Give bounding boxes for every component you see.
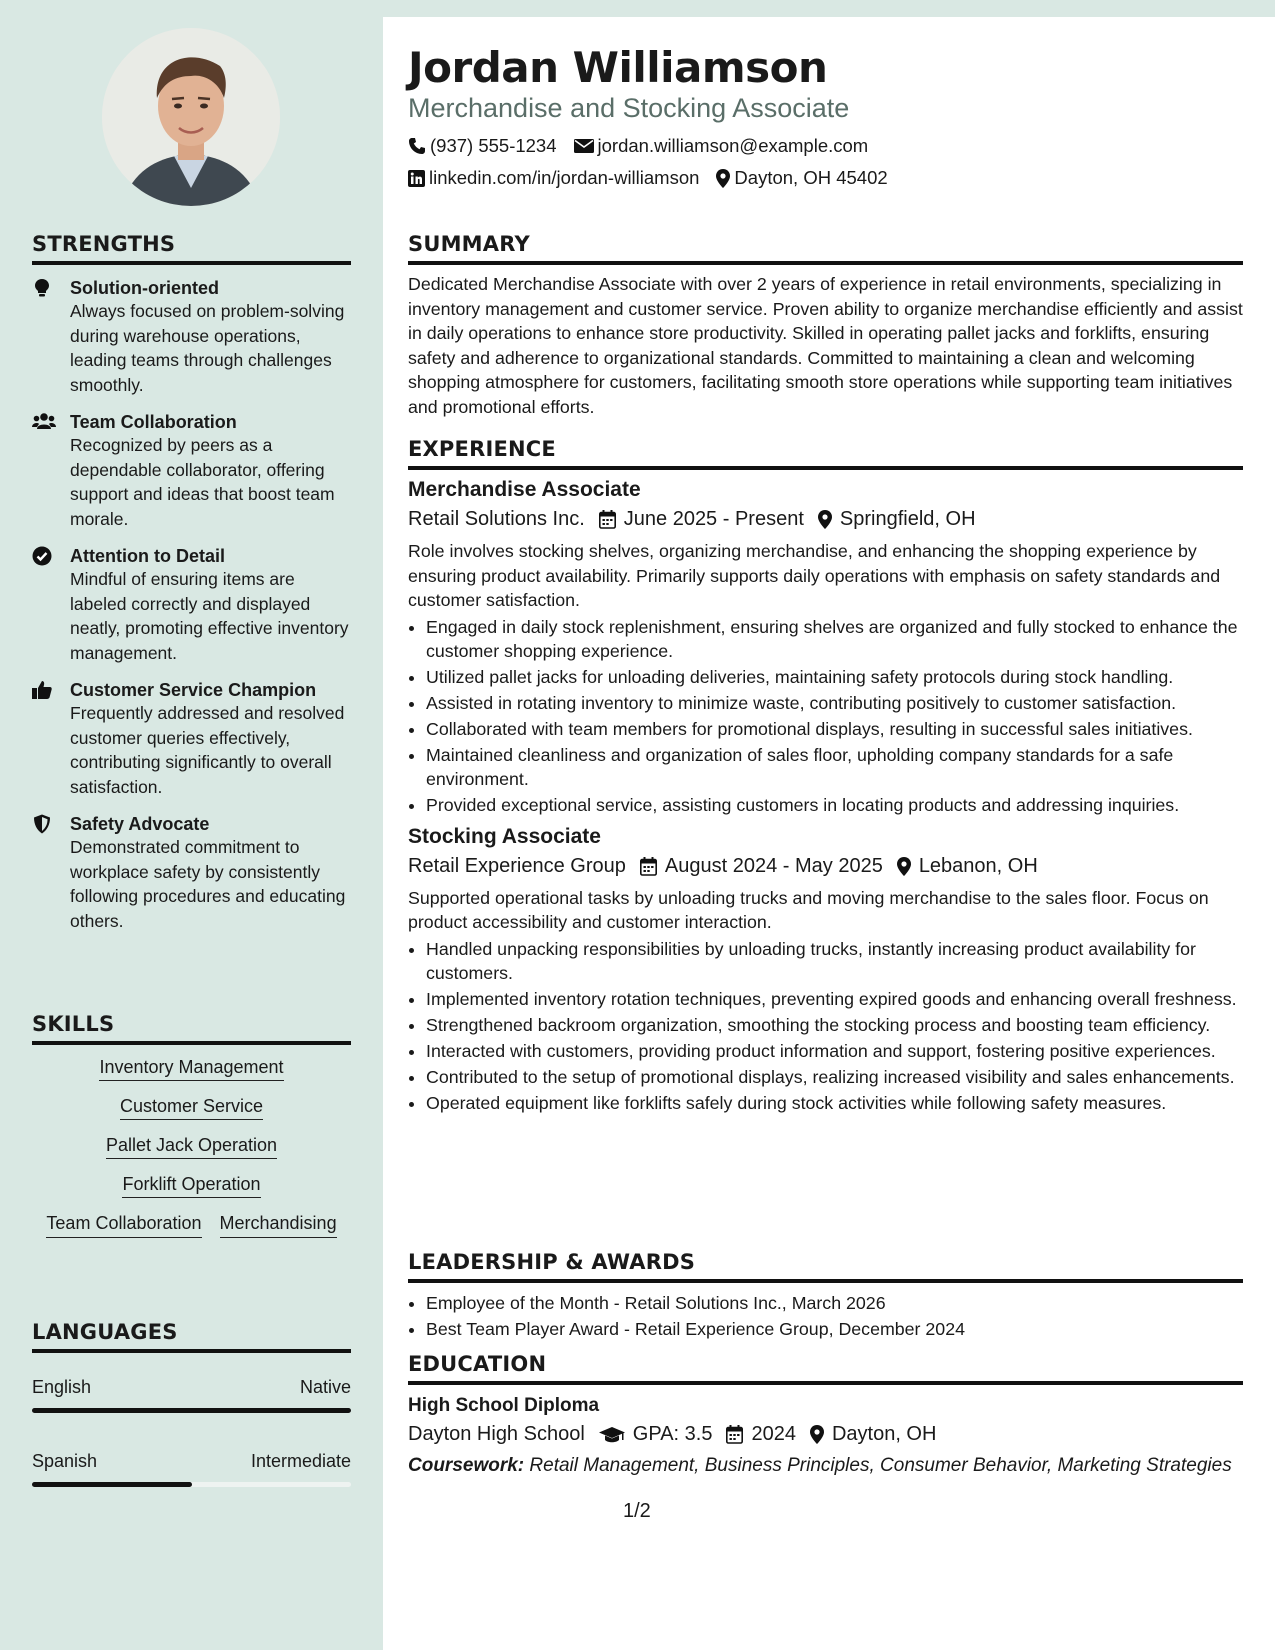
education-heading: EDUCATION — [408, 1352, 1243, 1385]
contact-row — [408, 135, 885, 157]
strength-title: Safety Advocate — [70, 814, 210, 834]
strength-description: Recognized by peers as a dependable collaborator, offering support and ideas that boost team morale. — [70, 435, 335, 529]
strength-item — [32, 545, 351, 665]
location-contact — [716, 167, 887, 189]
skills-list — [32, 1057, 351, 1256]
strength-title: Solution-oriented — [70, 278, 219, 298]
languages-section — [32, 1320, 351, 1487]
email-text[interactable]: jordan.williamson@example.com — [597, 135, 869, 156]
education-meta — [408, 1423, 1243, 1446]
experience-heading: EXPERIENCE — [408, 437, 1243, 470]
school-name: Dayton High School — [408, 1423, 585, 1445]
language-item — [32, 1451, 351, 1487]
list-item: • Interacted with customers, providing product information and support, fostering positive experiences. — [426, 1039, 1243, 1063]
skill-tag: Forklift Operation — [122, 1174, 260, 1198]
experience-section — [408, 437, 1243, 1117]
list-item: • Collaborated with team members for promotional displays, resulting in successful sales initiatives. — [426, 717, 1243, 741]
list-item: • Operated equipment like forklifts safely during stock activities while following safety measures. — [426, 1091, 1243, 1115]
summary-text: Dedicated Merchandise Associate with over 2 years of experience in retail environments, specializing in inventory management and customer service. Proven ability to organize merchandise efficiently and assist in daily operations to enhance store productivity. Skilled in operating pallet jacks and forklifts, ensuring safety and adherence to organizational standards. Committed to maintaining a clean and welcoming shopping atmosphere for customers, facilitating smooth store operations while supporting team initiatives and promotional efforts. — [408, 274, 1243, 417]
candidate-title: Merchandise and Stocking Associate — [408, 93, 850, 123]
awards-section — [408, 1250, 1243, 1343]
linkedin-contact[interactable] — [408, 167, 699, 189]
job-dates: August 2024 - May 2025 — [664, 854, 883, 877]
list-item: • Strengthened backroom organization, smoothing the stocking process and boosting team efficiency. — [426, 1013, 1243, 1037]
page-number: 1/2 — [623, 1500, 651, 1522]
linkedin-icon — [408, 170, 425, 187]
job-bullets — [408, 937, 1243, 1115]
check-circle-icon — [32, 546, 54, 566]
email-contact[interactable] — [574, 135, 869, 157]
list-item: • Contributed to the setup of promotional displays, realizing increased visibility and sales enhancements. — [426, 1065, 1243, 1089]
map-pin-icon — [810, 1425, 824, 1444]
contact-row — [408, 167, 905, 189]
skills-heading: SKILLS — [32, 1012, 351, 1045]
shield-icon — [32, 814, 54, 834]
main-content — [383, 17, 1275, 1650]
linkedin-text[interactable]: linkedin.com/in/jordan-williamson — [429, 167, 700, 188]
candidate-name: Jordan Williamson — [408, 43, 828, 92]
awards-list — [408, 1291, 1243, 1341]
strengths-heading: STRENGTHS — [32, 232, 351, 265]
language-proficiency-fill — [32, 1408, 351, 1413]
strength-item — [32, 813, 351, 933]
job-company: Retail Experience Group — [408, 854, 626, 877]
job-meta — [408, 508, 1243, 531]
strength-description: Always focused on problem-solving during warehouse operations, leading teams through challenges smoothly. — [70, 301, 345, 395]
strength-title: Attention to Detail — [70, 546, 225, 566]
job-entry — [408, 825, 1243, 1115]
skills-section — [32, 1012, 351, 1256]
language-proficiency-bar — [32, 1482, 351, 1487]
graduation-year: 2024 — [751, 1423, 796, 1445]
job-location: Springfield, OH — [839, 508, 976, 530]
strength-description: Demonstrated commitment to workplace safety by consistently following procedures and educating others. — [70, 837, 346, 931]
coursework-label: Coursework: — [408, 1455, 525, 1476]
language-proficiency-fill — [32, 1482, 192, 1487]
calendar-icon — [640, 857, 657, 876]
skill-tag: Pallet Jack Operation — [106, 1135, 277, 1159]
job-title: Stocking Associate — [408, 824, 601, 848]
job-title: Merchandise Associate — [408, 478, 641, 501]
strength-item — [32, 411, 351, 531]
job-bullets — [408, 615, 1243, 817]
awards-heading: LEADERSHIP & AWARDS — [408, 1250, 1243, 1283]
map-pin-icon — [818, 510, 832, 529]
job-description: Supported operational tasks by unloading trucks and moving merchandise to the sales floor. Focus on product accessibility and customer interaction. — [408, 887, 1209, 932]
list-item: • Implemented inventory rotation techniques, preventing expired goods and enhancing overall freshness. — [426, 987, 1243, 1011]
phone-contact — [408, 135, 557, 157]
users-icon — [32, 412, 54, 432]
list-item: • Maintained cleanliness and organization of sales floor, upholding company standards for a safe environment. — [426, 743, 1243, 791]
location-text: Dayton, OH 45402 — [734, 167, 888, 188]
list-item: • Engaged in daily stock replenishment, ensuring shelves are organized and fully stocked to enhance the customer shopping experience. — [426, 615, 1243, 663]
language-item — [32, 1377, 351, 1413]
profile-photo — [102, 28, 280, 206]
map-pin-icon — [716, 169, 730, 188]
list-item: • Provided exceptional service, assisting customers in locating products and addressing inquiries. — [426, 793, 1243, 817]
thumbs-up-icon — [32, 680, 54, 700]
strength-item — [32, 679, 351, 799]
strength-item — [32, 277, 351, 397]
phone-text: (937) 555-1234 — [430, 135, 557, 156]
map-pin-icon — [897, 857, 911, 876]
job-company: Retail Solutions Inc. — [408, 508, 585, 530]
strengths-section — [32, 232, 351, 933]
summary-heading: SUMMARY — [408, 232, 1243, 265]
school-location: Dayton, OH — [831, 1423, 937, 1445]
graduation-cap-icon — [599, 1426, 625, 1444]
skill-tag: Merchandising — [220, 1213, 337, 1238]
skill-tag: Team Collaboration — [46, 1213, 201, 1238]
language-name: Spanish — [32, 1451, 98, 1471]
list-item: • Handled unpacking responsibilities by unloading trucks, instantly increasing product availability for customers. — [426, 937, 1243, 985]
job-description: Role involves stocking shelves, organizing merchandise, and enhancing the shopping experience by ensuring product availability. Primarily supports daily operations with emphasis on safety standards and customer satisfaction. — [408, 541, 1221, 610]
list-item: • Assisted in rotating inventory to minimize waste, contributing positively to customer satisfaction. — [426, 691, 1243, 715]
phone-icon — [408, 137, 426, 155]
skill-tag: Customer Service — [120, 1096, 263, 1120]
envelope-icon — [574, 138, 594, 154]
language-level: Native — [299, 1377, 351, 1397]
job-location: Lebanon, OH — [918, 854, 1038, 877]
education-section — [408, 1352, 1243, 1478]
strength-description: Frequently addressed and resolved customer queries effectively, contributing significantly to overall satisfaction. — [70, 703, 345, 797]
sidebar — [0, 0, 383, 1650]
strength-description: Mindful of ensuring items are labeled correctly and displayed neatly, promoting effective inventory management. — [70, 569, 349, 663]
strength-title: Team Collaboration — [70, 412, 237, 432]
gpa: GPA: 3.5 — [632, 1423, 713, 1445]
list-item: • Best Team Player Award - Retail Experience Group, December 2024 — [426, 1317, 1243, 1341]
list-item: • Utilized pallet jacks for unloading deliveries, maintaining safety protocols during stock handling. — [426, 665, 1243, 689]
coursework — [408, 1454, 1243, 1478]
list-item: • Employee of the Month - Retail Solutions Inc., March 2026 — [426, 1291, 1243, 1315]
skill-tag: Inventory Management — [99, 1057, 283, 1081]
calendar-icon — [726, 1425, 743, 1444]
job-meta — [408, 855, 1243, 878]
calendar-icon — [599, 510, 616, 529]
language-name: English — [32, 1377, 92, 1397]
coursework-list: Retail Management, Business Principles, Consumer Behavior, Marketing Strategies — [529, 1455, 1232, 1476]
job-dates: June 2025 - Present — [623, 508, 804, 530]
job-entry — [408, 478, 1243, 817]
languages-heading: LANGUAGES — [32, 1320, 351, 1353]
summary-section — [408, 232, 1243, 419]
degree: High School Diploma — [408, 1395, 600, 1416]
language-level: Intermediate — [250, 1451, 351, 1471]
strength-title: Customer Service Champion — [70, 680, 317, 700]
lightbulb-icon — [32, 278, 54, 298]
language-proficiency-bar — [32, 1408, 351, 1413]
